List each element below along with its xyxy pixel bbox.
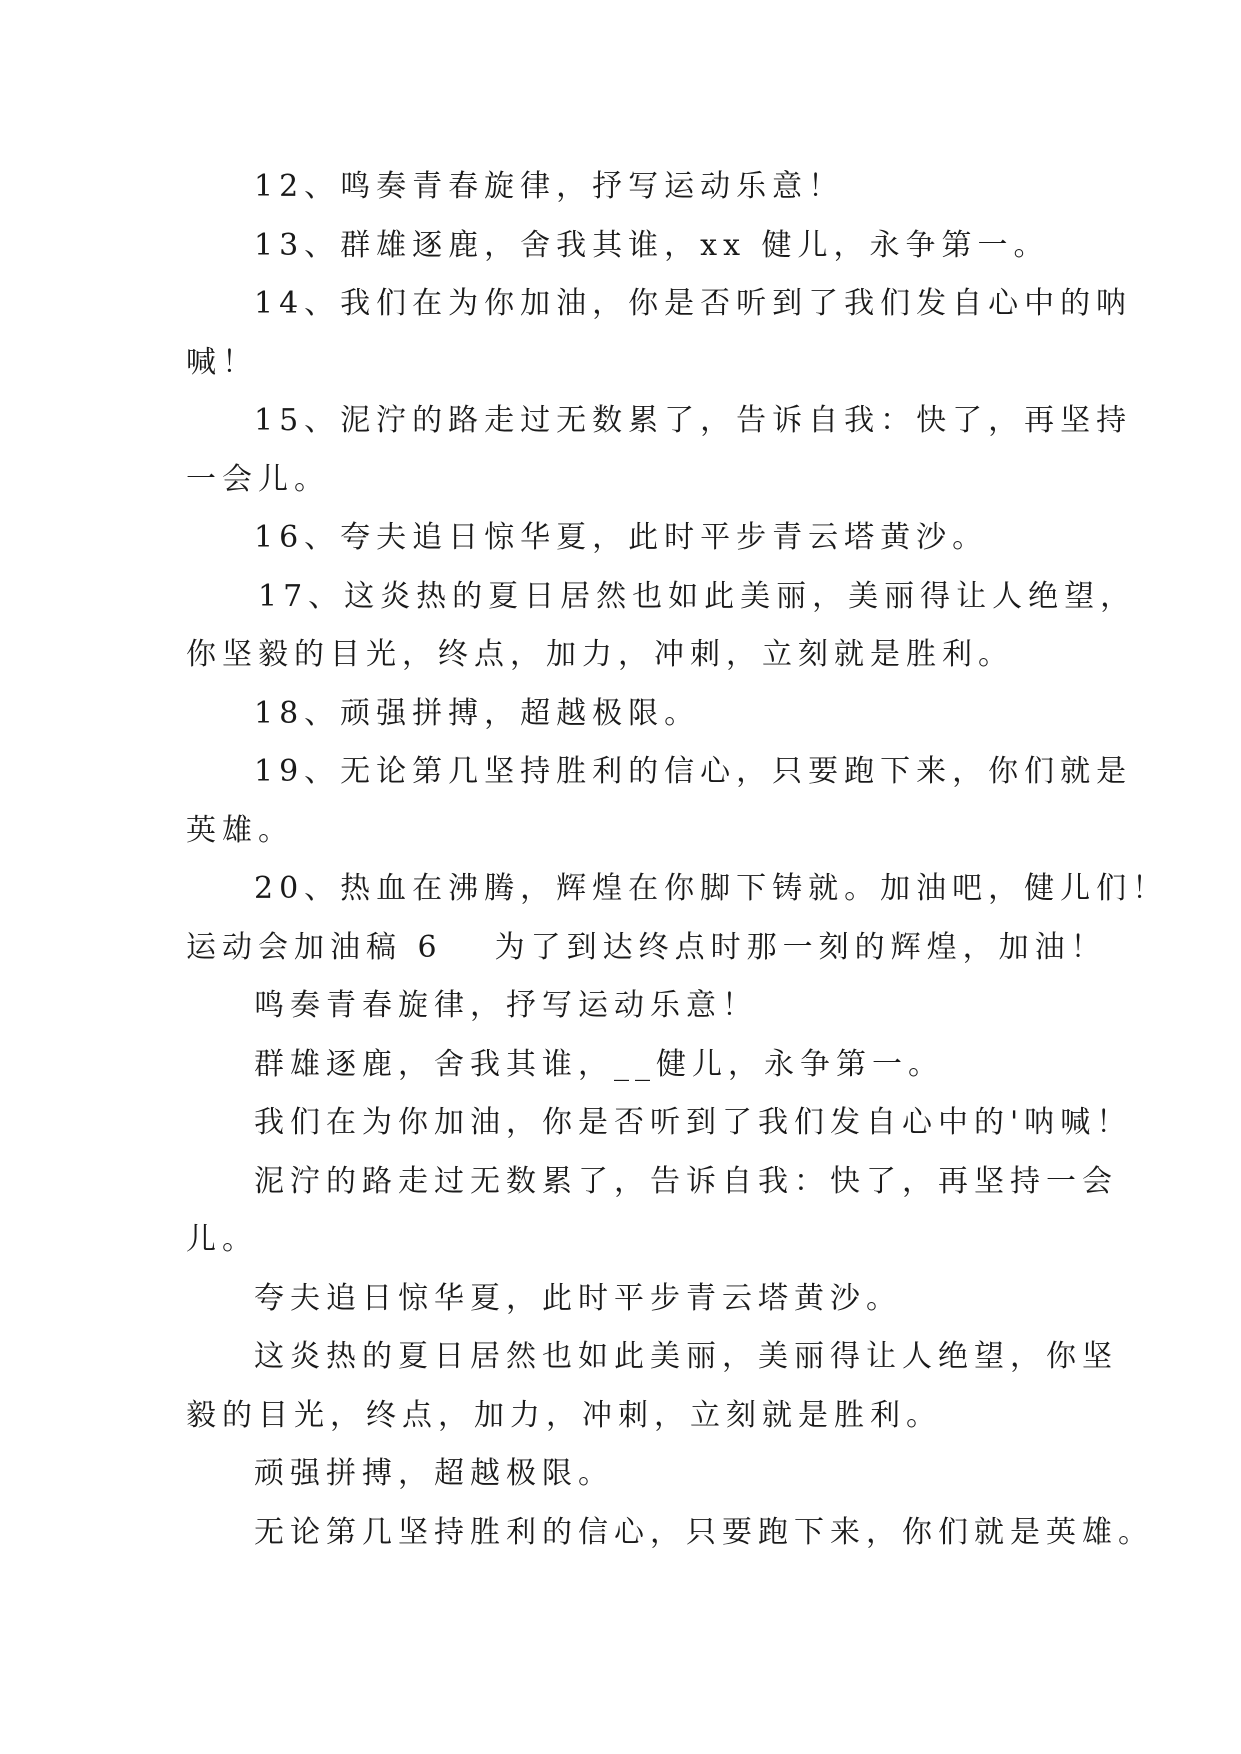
paragraph-line: 英雄。 — [186, 812, 294, 848]
paragraph-line: 一会儿。 — [186, 461, 330, 497]
paragraph-line: 16、夸夫追日惊华夏，此时平步青云塔黄沙。 — [254, 520, 989, 555]
paragraph-line: 喊！ — [186, 344, 258, 380]
paragraph-line: 我们在为你加油，你是否听到了我们发自心中的'呐喊！ — [254, 1105, 1133, 1140]
paragraph-line: 13、群雄逐鹿，舍我其谁，xx 健儿，永争第一。 — [254, 227, 1050, 263]
paragraph-line: 17、这炎热的夏日居然也如此美丽，美丽得让人绝望， — [258, 578, 1137, 614]
paragraph-line: 无论第几坚持胜利的信心，只要跑下来，你们就是英雄。 — [254, 1514, 1154, 1550]
paragraph-line: 夸夫追日惊华夏，此时平步青云塔黄沙。 — [254, 1280, 902, 1316]
paragraph-line: 儿。 — [186, 1222, 258, 1257]
paragraph-line: 19、无论第几坚持胜利的信心，只要跑下来，你们就是 — [254, 754, 1133, 789]
paragraph-line: 15、泥泞的路走过无数累了，告诉自我：快了，再坚持 — [254, 403, 1133, 438]
paragraph-line: 12、鸣奏青春旋律，抒写运动乐意！ — [254, 169, 845, 204]
paragraph-line: 20、热血在沸腾，辉煌在你脚下铸就。加油吧，健儿们！ — [254, 871, 1169, 906]
paragraph-line: 18、顽强拼搏，超越极限。 — [254, 695, 701, 731]
paragraph-line: 这炎热的夏日居然也如此美丽，美丽得让人绝望，你坚 — [254, 1339, 1118, 1374]
paragraph-line: 鸣奏青春旋律，抒写运动乐意！ — [254, 988, 758, 1023]
paragraph-line: 你坚毅的目光，终点，加力，冲刺，立刻就是胜利。 — [186, 637, 1014, 672]
section-heading-line — [186, 919, 1107, 978]
paragraph-line: 14、我们在为你加油，你是否听到了我们发自心中的呐 — [254, 286, 1133, 321]
document-body — [186, 158, 1169, 1562]
section-heading: 运动会加油稿 6 — [186, 929, 443, 965]
paragraph-line: 群雄逐鹿，舍我其谁，__健儿，永争第一。 — [254, 1046, 944, 1082]
section-intro: 为了到达终点时那一刻的辉煌，加油！ — [494, 929, 1107, 965]
paragraph-line: 毅的目光，终点，加力，冲刺，立刻就是胜利。 — [186, 1397, 942, 1433]
paragraph-line: 顽强拼搏，超越极限。 — [254, 1456, 614, 1491]
paragraph-line: 泥泞的路走过无数累了，告诉自我：快了，再坚持一会 — [254, 1163, 1118, 1199]
